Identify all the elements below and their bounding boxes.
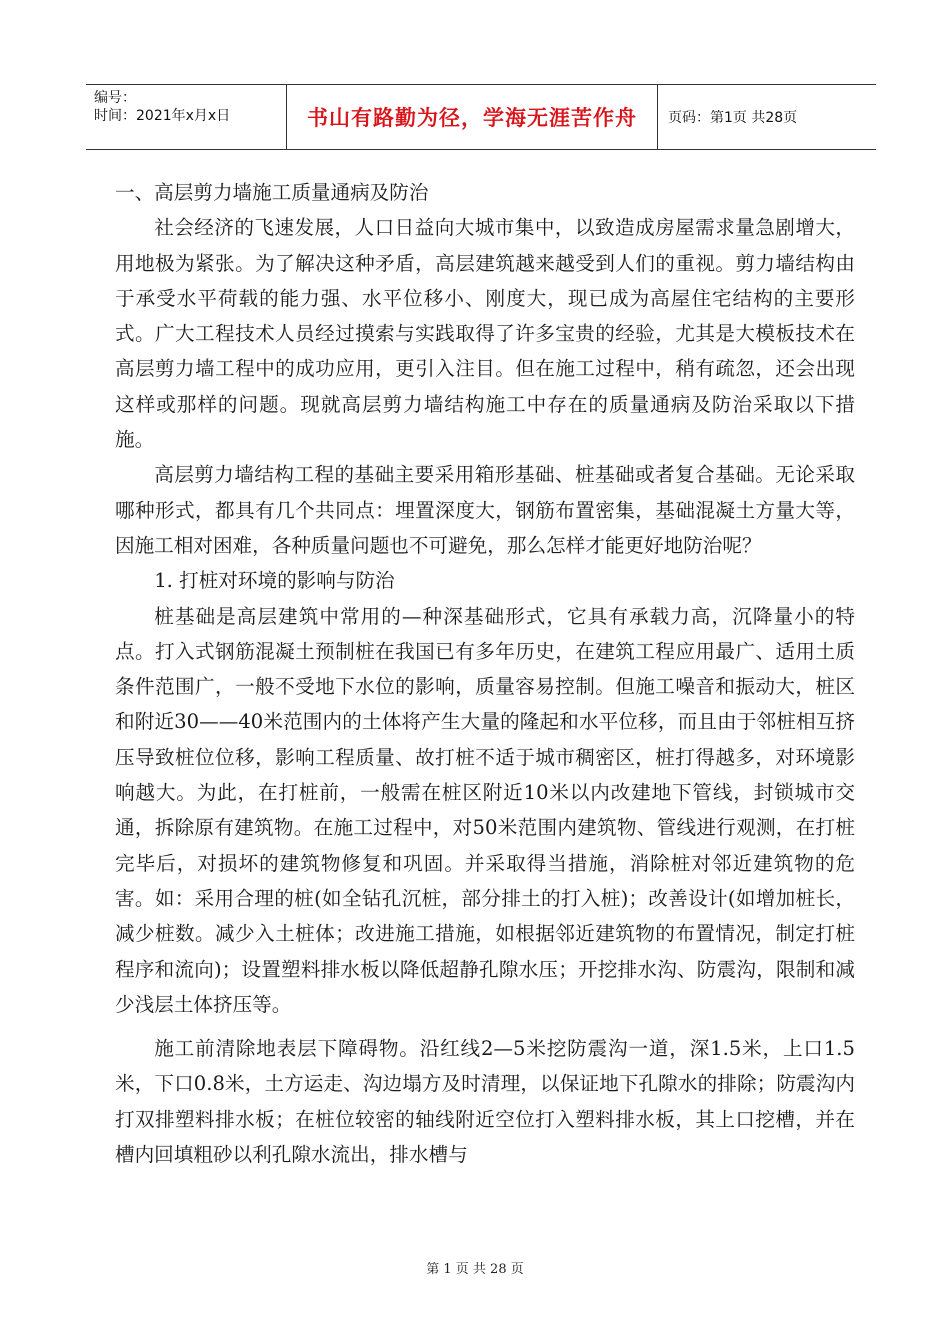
subheading: 1. 打桩对环境的影响与防治 — [154, 569, 395, 593]
page-footer: 第 1 页 共 28 页 — [426, 1262, 524, 1277]
paragraph-3: 桩基础是高层建筑中常用的—种深基础形式，它具有承载力高，沉降量小的特点。打入式钢筋混凝土预制桩在我国已有多年历史，在建筑工程应用最广、适用土质条件范围广，一般不受地下水位的影响，质量容易控制。但施工噪音和振动大，桩区和附近30——40米范围内的土体将产生大量的隆起和水平位移，而且由于邻桩相互挤压导致桩位位移，影响工程质量、故打桩不适于城市稠密区，桩打得越多，对环境影响越大。为此，在打桩前，一般需在桩区附近10米以内改建地下管线，封锁城市交通，拆除原有建筑物。在施工过程中，对50米范围内建筑物、管线进行观测，在打桩完毕后，对损坏的建筑物修复和巩固。并采取得当措施，消除桩对邻近建筑物的危害。如：采用合理的桩(如全钻孔沉桩，部分排土的打入桩)；改善设计(如增加桩长，减少桩数。减少入土桩体；改进施工措施，如根据邻近建筑物的布置情况，制定打桩程序和流向)；设置塑料排水板以降低超静孔隙水压；开挖排水沟、防震沟，限制和减少浅层土体挤压等。 — [115, 604, 855, 1016]
paragraph-2: 高层剪力墙结构工程的基础主要采用箱形基础、桩基础或者复合基础。无论采取哪种形式，都具有几个共同点：埋置深度大，钢筋布置密集，基础混凝土方量大等，因施工相对困难，各种质量问题也不可避免，那么怎样才能更好地防治呢？ — [115, 463, 855, 557]
header-meta — [86, 85, 286, 149]
header-motto: 书山有路勤为径，学海无涯苦作舟 — [286, 85, 658, 149]
header-page-info: 页码：第1页 共28页 — [668, 110, 798, 126]
section-heading: 一、高层剪力墙施工质量通病及防治 — [115, 181, 429, 204]
paragraph-4: 施工前清除地表层下障碍物。沿红线2—5米挖防震沟一道，深1.5米，上口1.5米，下口0.8米，土方运走、沟边塌方及时清理，以保证地下孔隙水的排除；防震沟内打双排塑料排水板；在桩位较密的轴线附近空位打入塑料排水板，其上口挖槽，并在槽内回填粗砂以利孔隙水流出，排水槽与 — [115, 1037, 855, 1167]
time-label: 时间：2021年x月x日 — [94, 108, 231, 124]
number-label: 编号： — [94, 90, 136, 106]
document-body — [115, 175, 855, 1172]
paragraph-1: 社会经济的飞速发展，人口日益向大城市集中，以致造成房屋需求量急剧增大，用地极为紧张。为了解决这种矛盾，高层建筑越来越受到人们的重视。剪力墙结构由于承受水平荷载的能力强、水平位移小、刚度大，现已成为高屋住宅结构的主要形式。广大工程技术人员经过摸索与实践取得了许多宝贵的经验，尤其是大模板技术在高层剪力墙工程中的成功应用，更引入注目。但在施工过程中，稍有疏忽，还会出现这样或那样的问题。现就高层剪力墙结构施工中存在的质量通病及防治采取以下措施。 — [115, 216, 855, 452]
document-header — [86, 84, 876, 150]
